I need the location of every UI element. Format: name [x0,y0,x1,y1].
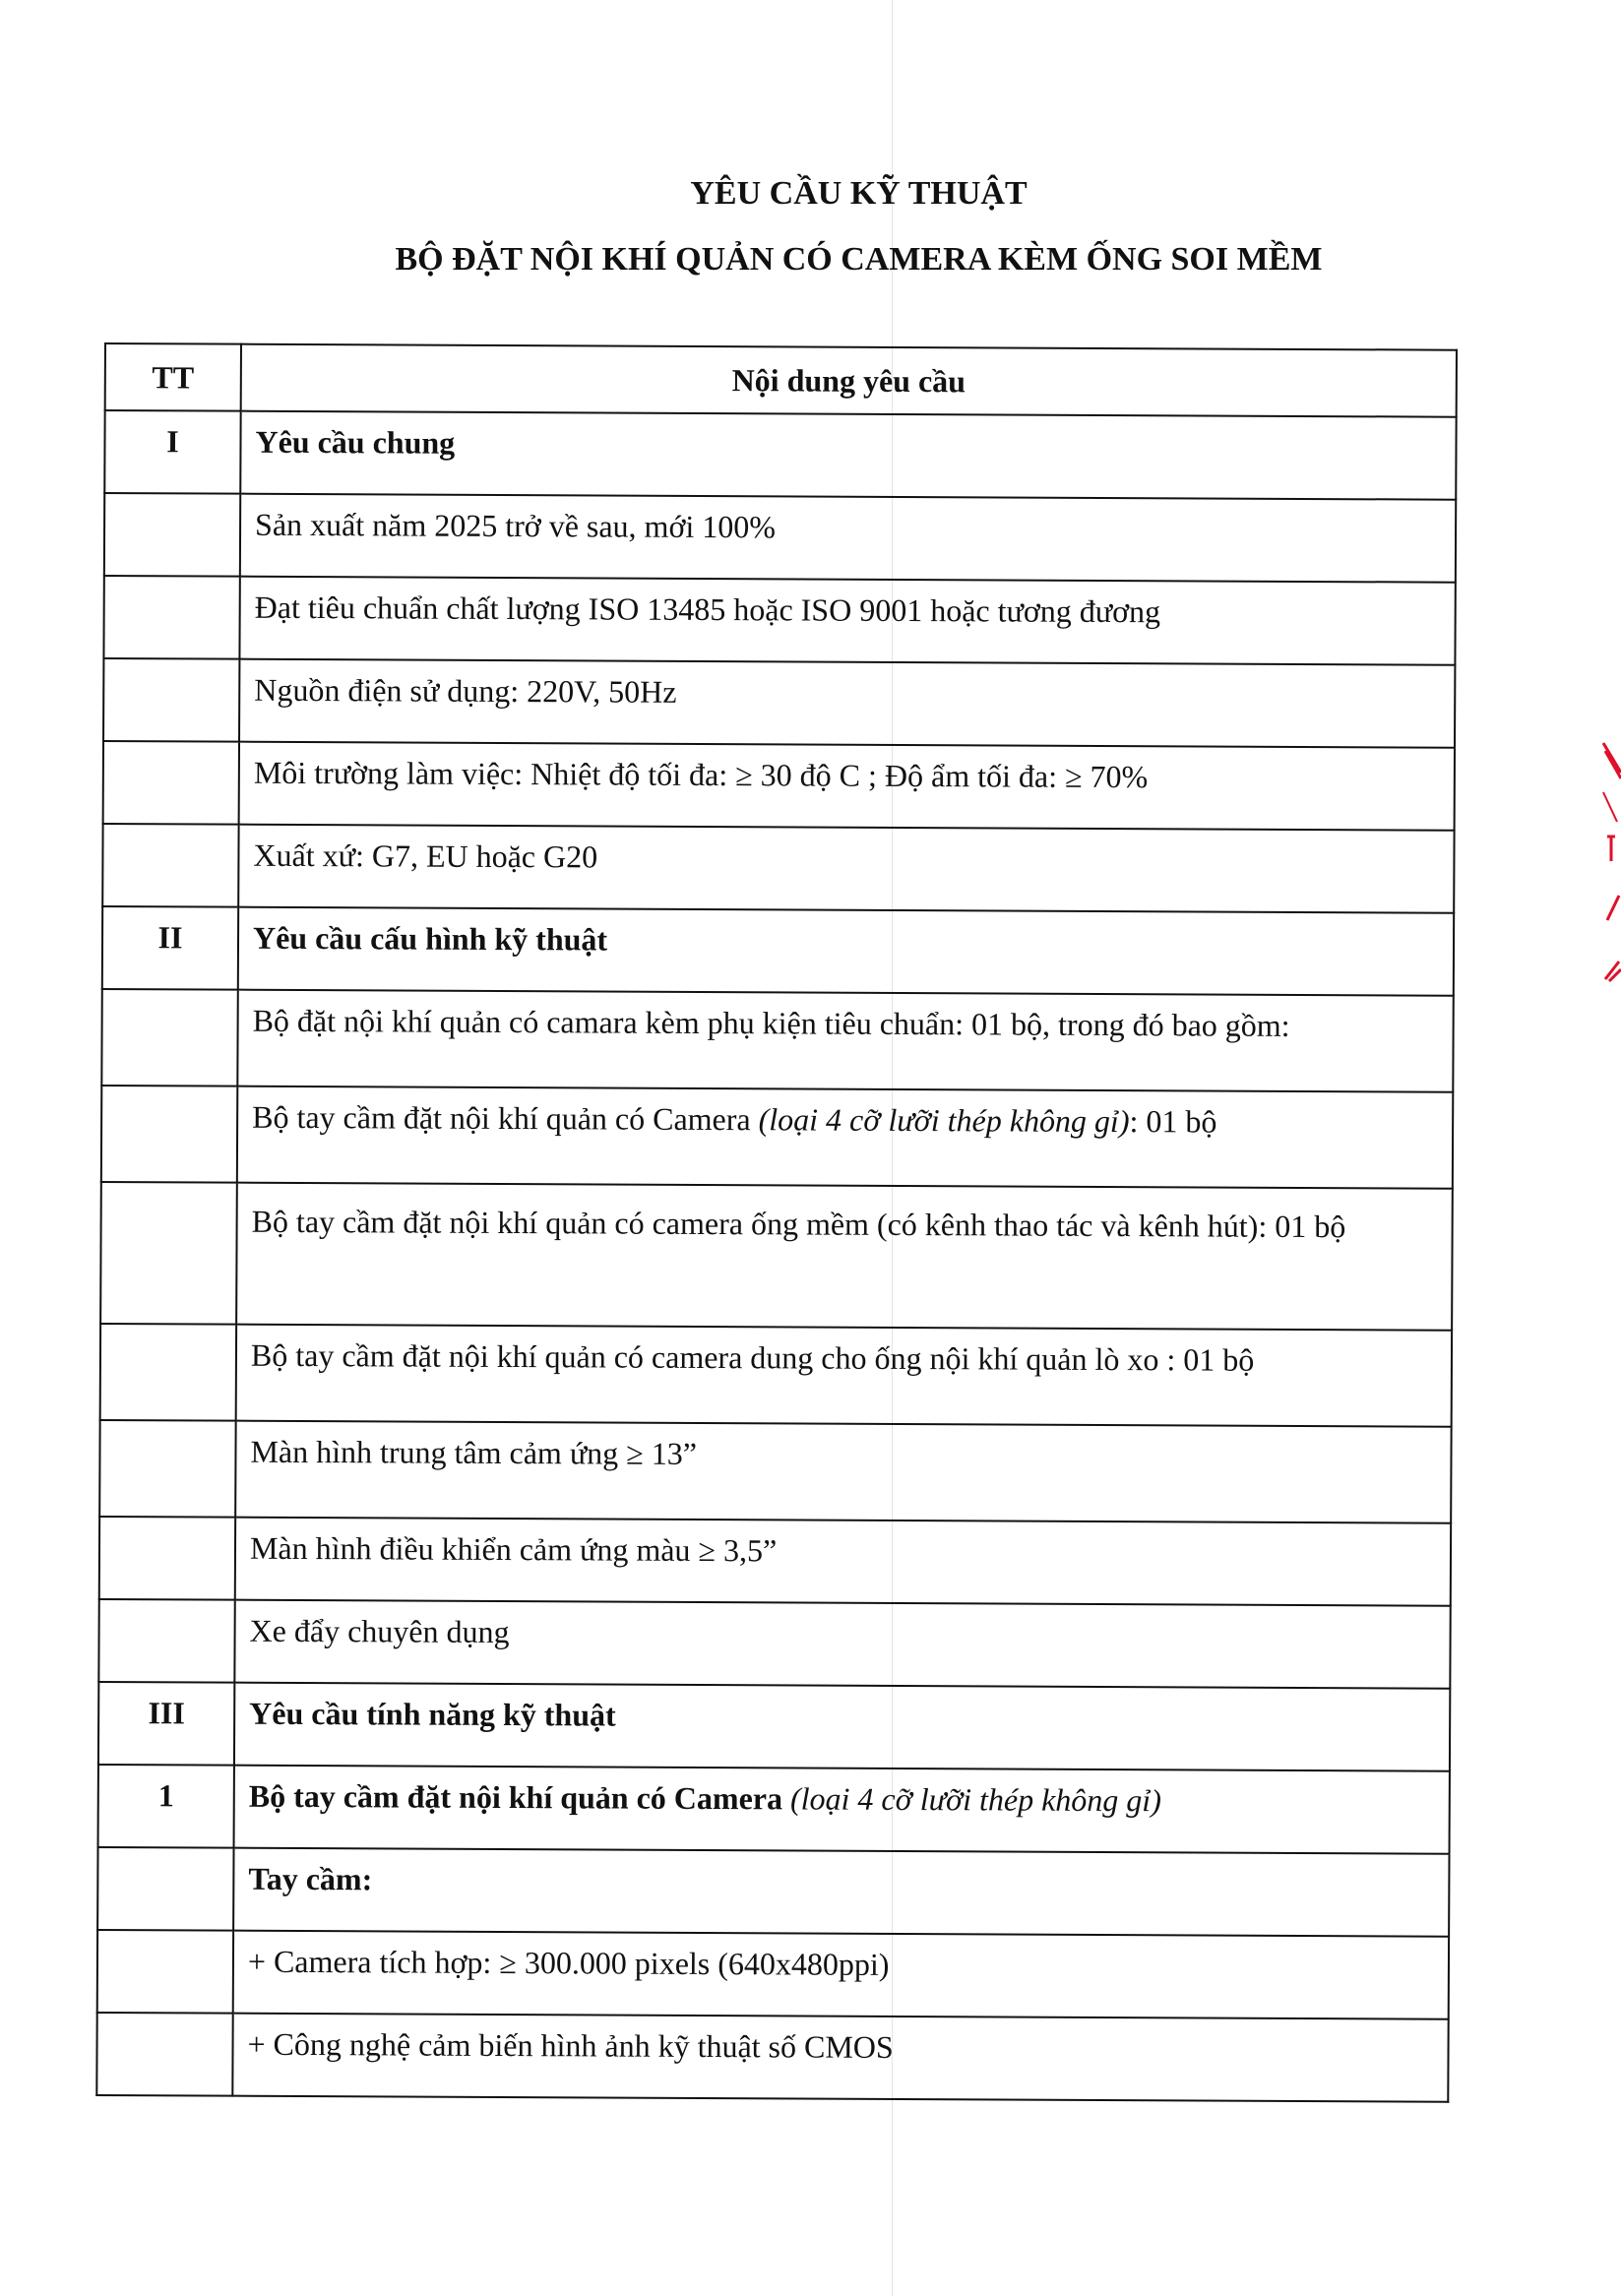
row-number [97,1930,233,2014]
row-content [237,1086,1453,1189]
row-content: Môi trường làm việc: Nhiệt độ tối đa: ≥ 30 độ C ; Độ ẩm tối đa: ≥ 70% [239,742,1455,831]
row-content: Màn hình trung tâm cảm ứng ≥ 13” [235,1421,1451,1523]
row-content: Nguồn điện sử dụng: 220V, 50Hz [239,659,1455,748]
row-number [98,1599,234,1683]
row-content: Bộ tay cầm đặt nội khí quản có camera dung cho ống nội khí quản lò xo : 01 bộ [236,1325,1452,1427]
table-row [103,576,1455,665]
section-heading: Yêu cầu tính năng kỹ thuật [234,1683,1450,1771]
row-number [97,1847,233,1931]
header-content: Nội dung yêu cầu [241,344,1457,417]
row-content: + Công nghệ cảm biến hình ảnh kỹ thuật số CMOS [232,2014,1448,2102]
table-row [101,989,1453,1092]
table-row [97,1847,1449,1937]
red-stamp-edge-icon [1597,733,1621,999]
table-row [98,1599,1450,1689]
row-number [102,824,238,907]
table-row [100,1182,1453,1331]
table-row [97,1930,1449,2019]
row-content: Xe đẩy chuyên dụng [234,1600,1450,1689]
row-number: 1 [98,1765,234,1848]
section-heading: Yêu cầu cấu hình kỹ thuật [238,907,1454,996]
table-row [101,1086,1453,1189]
row-content: Xuất xứ: G7, EU hoặc G20 [238,825,1454,913]
table-row [102,824,1454,913]
subsection-row [98,1765,1450,1854]
row-text: Bộ tay cầm đặt nội khí quản có Camera [248,1777,791,1817]
section-row [98,1682,1450,1771]
row-content: Đạt tiêu chuẩn chất lượng ISO 13485 hoặc ISO 9001 hoặc tương đương [239,577,1455,665]
row-content: Màn hình điều khiển cảm ứng màu ≥ 3,5” [235,1518,1451,1606]
section-row [104,410,1456,500]
table-row [99,1517,1451,1606]
document-subtitle: BỘ ĐẶT NỘI KHÍ QUẢN CÓ CAMERA KÈM ỐNG SOI MỀM [395,241,1323,278]
row-number [99,1420,235,1518]
row-number [100,1182,237,1325]
row-content: Tay cầm: [233,1848,1449,1937]
section-heading: Yêu cầu chung [240,411,1456,500]
requirements-table [95,342,1458,2103]
row-number [103,576,239,659]
document-title: YÊU CẦU KỸ THUẬT [690,175,1028,212]
row-number [101,1086,237,1183]
header-tt: TT [105,343,241,411]
row-content: Bộ đặt nội khí quản có camara kèm phụ kiện tiêu chuẩn: 01 bộ, trong đó bao gồm: [237,990,1453,1092]
row-number: II [102,906,238,990]
row-content [234,1766,1450,1854]
row-content: + Camera tích hợp: ≥ 300.000 pixels (640x480ppi) [233,1931,1449,2019]
row-number [96,2013,232,2096]
row-text: Bộ tay cầm đặt nội khí quản có Camera [252,1098,759,1138]
row-number: III [98,1682,234,1766]
row-number: I [104,410,240,494]
section-row [102,906,1454,996]
table-row [103,658,1455,748]
row-number [103,658,239,742]
table-row [99,1420,1451,1523]
row-content: Sản xuất năm 2025 trở về sau, mới 100% [240,494,1456,583]
row-suffix: : 01 bộ [1129,1103,1217,1140]
table-row [100,1324,1452,1427]
table-row [96,2013,1448,2102]
row-italic-note: (loại 4 cỡ lưỡi thép không gỉ) [789,1780,1161,1819]
row-number [99,1517,235,1600]
row-italic-note: (loại 4 cỡ lưỡi thép không gỉ) [758,1101,1130,1140]
row-number [104,493,240,577]
table-row [104,493,1456,583]
table-header-row [105,343,1457,417]
row-number [101,989,237,1086]
row-number [100,1324,236,1421]
table-row [103,741,1455,831]
row-number [103,741,239,825]
row-content: Bộ tay cầm đặt nội khí quản có camera ống mềm (có kênh thao tác và kênh hút): 01 bộ [236,1183,1453,1331]
